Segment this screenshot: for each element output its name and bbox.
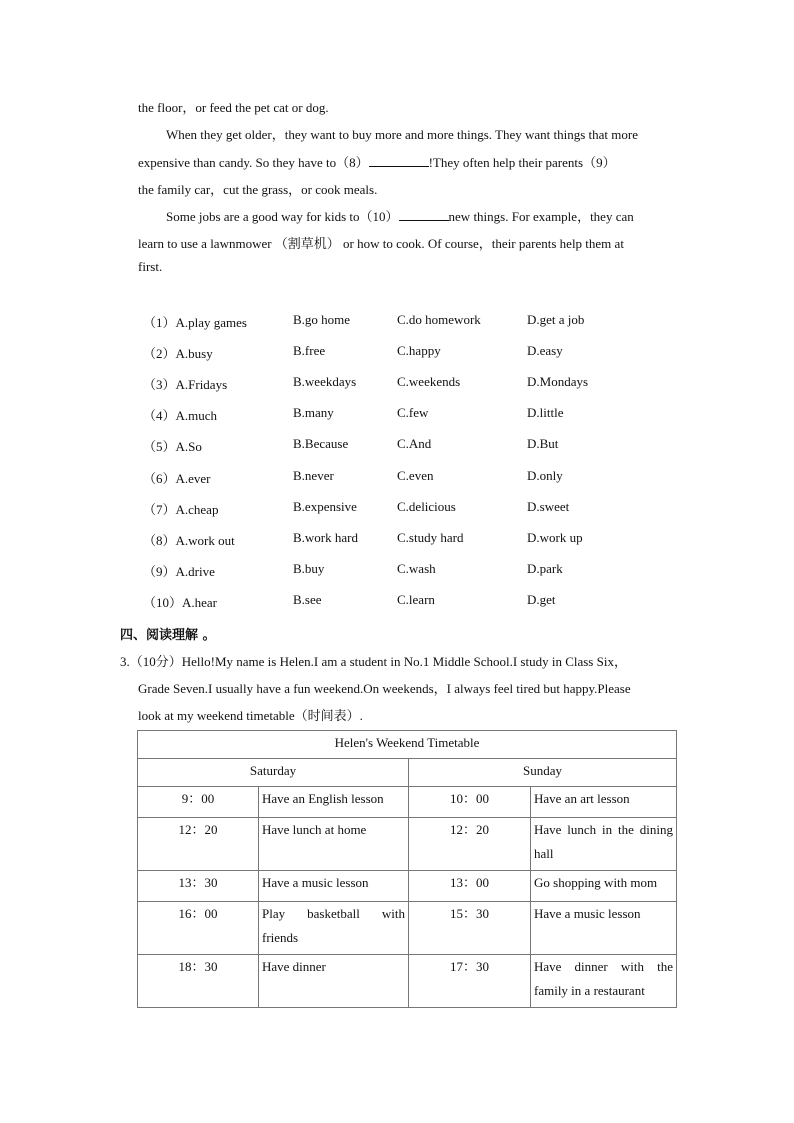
sunday-activity: Have dinner with the family in a restaurant — [531, 955, 677, 1008]
option-b[interactable]: B.Because — [293, 436, 349, 451]
saturday-time: 18：30 — [138, 955, 259, 1008]
table-row — [138, 818, 677, 871]
option-d[interactable]: D.only — [527, 468, 563, 483]
option-d[interactable]: D.But — [527, 436, 559, 451]
option-d[interactable]: D.little — [527, 405, 564, 420]
passage-line — [138, 152, 676, 171]
saturday-time: 9：00 — [138, 787, 259, 818]
option-b[interactable]: B.see — [293, 592, 322, 607]
table-row — [138, 955, 677, 1008]
option-b[interactable]: B.free — [293, 343, 326, 358]
passage-text: !They often help their parents（9） — [428, 155, 616, 170]
answer-blank-8[interactable] — [369, 154, 429, 167]
saturday-activity: Have dinner — [259, 955, 409, 1008]
saturday-header: Saturday — [138, 759, 409, 787]
option-b[interactable]: B.many — [293, 405, 334, 420]
sunday-activity: Have lunch in the dining hall — [531, 818, 677, 871]
passage-line: learn to use a lawnmower （割草机） or how to cook. Of course，their parents help them at — [138, 236, 624, 251]
saturday-activity: Have a music lesson — [259, 871, 409, 902]
option-row — [0, 374, 794, 394]
weekend-timetable — [137, 730, 677, 1008]
question-line: Grade Seven.I usually have a fun weekend.On weekends，I always feel tired but happy.Please — [138, 681, 631, 696]
option-a[interactable]: （4）A.much — [143, 408, 218, 423]
saturday-activity: Have an English lesson — [259, 787, 409, 818]
option-row — [0, 468, 794, 488]
option-a[interactable]: （1）A.play games — [143, 315, 247, 330]
option-c[interactable]: C.weekends — [397, 374, 461, 389]
option-a[interactable]: （3）A.Fridays — [143, 377, 228, 392]
option-row — [0, 561, 794, 581]
sunday-time: 13：00 — [409, 871, 531, 902]
option-a[interactable]: （5）A.So — [143, 439, 202, 454]
option-d[interactable]: D.sweet — [527, 499, 570, 514]
sunday-header: Sunday — [409, 759, 677, 787]
option-c[interactable]: C.wash — [397, 561, 436, 576]
option-d[interactable]: D.get — [527, 592, 556, 607]
option-c[interactable]: C.happy — [397, 343, 441, 358]
option-c[interactable]: C.study hard — [397, 530, 464, 545]
passage-line: first. — [138, 259, 163, 274]
table-title-row — [138, 731, 677, 759]
section-title: 四、阅读理解 。 — [120, 628, 216, 643]
option-a[interactable]: （9）A.drive — [143, 564, 215, 579]
option-b[interactable]: B.weekdays — [293, 374, 357, 389]
option-c[interactable]: C.learn — [397, 592, 435, 607]
option-d[interactable]: D.get a job — [527, 312, 585, 327]
table-title: Helen's Weekend Timetable — [138, 731, 677, 759]
option-a[interactable]: （6）A.ever — [143, 471, 211, 486]
table-row — [138, 787, 677, 818]
passage-line — [166, 206, 676, 225]
option-b[interactable]: B.work hard — [293, 530, 358, 545]
option-a[interactable]: （8）A.work out — [143, 533, 235, 548]
option-c[interactable]: C.do homework — [397, 312, 481, 327]
sunday-time: 10：00 — [409, 787, 531, 818]
option-d[interactable]: D.Mondays — [527, 374, 589, 389]
saturday-time: 16：00 — [138, 902, 259, 955]
option-a[interactable]: （2）A.busy — [143, 346, 213, 361]
option-row — [0, 405, 794, 425]
option-row — [0, 343, 794, 363]
option-c[interactable]: C.even — [397, 468, 434, 483]
question-line: look at my weekend timetable（时间表）. — [138, 708, 363, 723]
table-row — [138, 902, 677, 955]
sunday-activity: Have a music lesson — [531, 902, 677, 955]
option-b[interactable]: B.never — [293, 468, 334, 483]
option-row — [0, 592, 794, 612]
sunday-activity: Go shopping with mom — [531, 871, 677, 902]
option-c[interactable]: C.delicious — [397, 499, 456, 514]
option-a[interactable]: （7）A.cheap — [143, 502, 219, 517]
sunday-time: 12：20 — [409, 818, 531, 871]
option-b[interactable]: B.buy — [293, 561, 325, 576]
table-row — [138, 871, 677, 902]
saturday-time: 12：20 — [138, 818, 259, 871]
option-b[interactable]: B.expensive — [293, 499, 357, 514]
option-row — [0, 436, 794, 456]
passage-line: the floor，or feed the pet cat or dog. — [138, 100, 329, 115]
option-row — [0, 530, 794, 550]
question-line: 3.（10分）Hello!My name is Helen.I am a student in No.1 Middle School.I study in Class Six， — [120, 654, 627, 669]
option-a[interactable]: （10）A.hear — [143, 595, 218, 610]
passage-text: Some jobs are a good way for kids to（10） — [166, 209, 399, 224]
sunday-time: 15：30 — [409, 902, 531, 955]
passage-text: new things. For example，they can — [448, 209, 634, 224]
saturday-activity: Have lunch at home — [259, 818, 409, 871]
saturday-time: 13：30 — [138, 871, 259, 902]
passage-line: When they get older，they want to buy more and more things. They want things that more — [166, 127, 638, 142]
option-row — [0, 312, 794, 332]
sunday-time: 17：30 — [409, 955, 531, 1008]
option-d[interactable]: D.work up — [527, 530, 583, 545]
option-d[interactable]: D.easy — [527, 343, 563, 358]
sunday-activity: Have an art lesson — [531, 787, 677, 818]
option-c[interactable]: C.And — [397, 436, 432, 451]
option-b[interactable]: B.go home — [293, 312, 351, 327]
option-row — [0, 499, 794, 519]
table-header-row — [138, 759, 677, 787]
answer-blank-10[interactable] — [399, 208, 449, 221]
passage-line: the family car，cut the grass，or cook meals. — [138, 182, 378, 197]
option-c[interactable]: C.few — [397, 405, 429, 420]
option-d[interactable]: D.park — [527, 561, 563, 576]
passage-text: expensive than candy. So they have to（8） — [138, 155, 369, 170]
saturday-activity: Play basketball with friends — [259, 902, 409, 955]
